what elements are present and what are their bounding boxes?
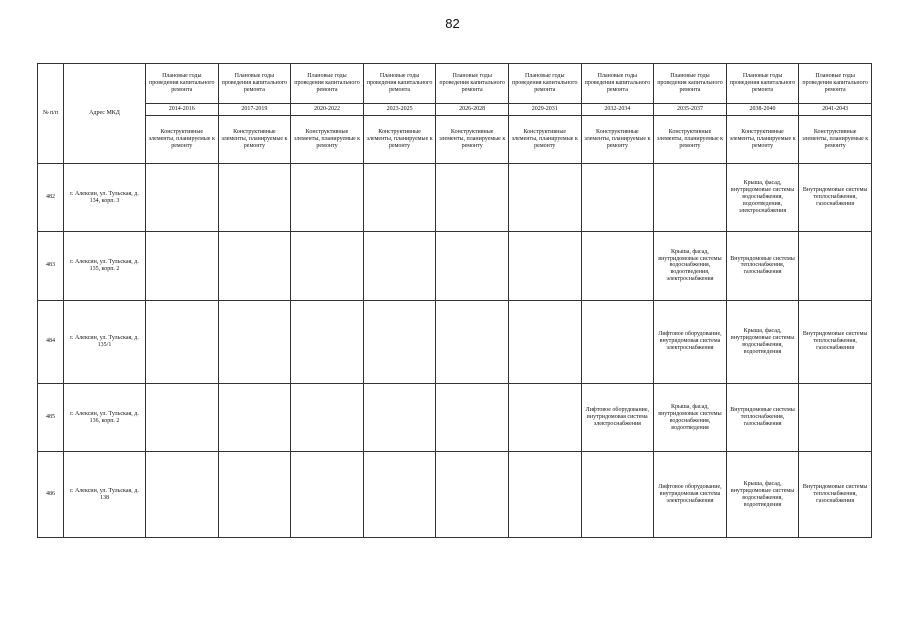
- work-cell: Крыша, фасад, внутридомовые системы водоснабжения, водоотведения, электроснабжения: [726, 164, 799, 232]
- header-elements: Конструктивные элементы, планируемые к ремонту: [581, 116, 654, 164]
- work-cell: [436, 300, 509, 384]
- table-body: [38, 164, 872, 538]
- work-cell: Внутридомовые системы теплоснабжения, газоснабжения: [726, 384, 799, 452]
- work-cell: [218, 384, 291, 452]
- header-row-elements: [38, 116, 872, 164]
- work-cell: [436, 232, 509, 300]
- work-cell: [218, 164, 291, 232]
- work-cell: [581, 300, 654, 384]
- work-cell: [218, 452, 291, 538]
- header-address: Адрес МКД: [64, 64, 146, 164]
- table-row: [38, 452, 872, 538]
- work-cell: [146, 452, 219, 538]
- work-cell: [799, 232, 872, 300]
- work-cell: Лифтовое оборудование, внутридомовая система электроснабжения: [581, 384, 654, 452]
- header-period: Плановые годы проведения капитального ремонта: [363, 64, 436, 104]
- work-cell: [146, 384, 219, 452]
- work-cell: [508, 384, 581, 452]
- header-years: 2038-2040: [726, 104, 799, 116]
- work-cell: [581, 164, 654, 232]
- work-cell: Внутридомовые системы теплоснабжения, газоснабжения: [799, 164, 872, 232]
- header-elements: Конструктивные элементы, планируемые к ремонту: [363, 116, 436, 164]
- header-elements: Конструктивные элементы, планируемые к ремонту: [654, 116, 727, 164]
- work-cell: Лифтовое оборудование, внутридомовая система электроснабжения: [654, 452, 727, 538]
- header-period: Плановые годы проведения капитального ремонта: [508, 64, 581, 104]
- row-address: г. Алексин, ул. Тульская, д. 134, корп. 3: [64, 164, 146, 232]
- header-years: 2035-2037: [654, 104, 727, 116]
- row-address: г. Алексин, ул. Тульская, д. 136, корп. 2: [64, 384, 146, 452]
- header-years: 2041-2043: [799, 104, 872, 116]
- work-cell: [291, 384, 364, 452]
- header-period: Плановые годы проведения капитального ремонта: [218, 64, 291, 104]
- header-period: Плановые годы проведения капитального ремонта: [291, 64, 364, 104]
- work-cell: Крыша, фасад, внутридомовые системы водоснабжения, водоотведения: [726, 300, 799, 384]
- work-cell: [363, 232, 436, 300]
- work-cell: [436, 452, 509, 538]
- header-elements: Конструктивные элементы, планируемые к ремонту: [218, 116, 291, 164]
- header-period: Плановые годы проведения капитального ремонта: [146, 64, 219, 104]
- work-cell: Внутридомовые системы теплоснабжения, газоснабжения: [726, 232, 799, 300]
- table-row: [38, 164, 872, 232]
- header-period: Плановые годы проведения капитального ремонта: [581, 64, 654, 104]
- header-period: Плановые годы проведения капитального ремонта: [726, 64, 799, 104]
- work-cell: [436, 384, 509, 452]
- table-row: [38, 384, 872, 452]
- row-number: 485: [38, 384, 64, 452]
- header-elements: Конструктивные элементы, планируемые к ремонту: [508, 116, 581, 164]
- work-cell: [218, 300, 291, 384]
- header-elements: Конструктивные элементы, планируемые к ремонту: [146, 116, 219, 164]
- work-cell: [508, 164, 581, 232]
- header-num: № п/п: [38, 64, 64, 164]
- work-cell: Крыша, фасад, внутридомовые системы водоснабжения, водоотведения: [654, 384, 727, 452]
- row-number: 484: [38, 300, 64, 384]
- row-address: г. Алексин, ул. Тульская, д. 135, корп. 2: [64, 232, 146, 300]
- row-address: г. Алексин, ул. Тульская, д. 138: [64, 452, 146, 538]
- header-row-years: [38, 104, 872, 116]
- header-years: 2023-2025: [363, 104, 436, 116]
- work-cell: Крыша, фасад, внутридомовые системы водоснабжения, водоотведения, электроснабжения: [654, 232, 727, 300]
- table-row: [38, 300, 872, 384]
- table-row: [38, 232, 872, 300]
- work-cell: [218, 232, 291, 300]
- header-years: 2017-2019: [218, 104, 291, 116]
- header-elements: Конструктивные элементы, планируемые к ремонту: [799, 116, 872, 164]
- work-cell: [799, 384, 872, 452]
- work-cell: [291, 452, 364, 538]
- row-number: 482: [38, 164, 64, 232]
- header-years: 2032-2034: [581, 104, 654, 116]
- work-cell: [363, 384, 436, 452]
- work-cell: [146, 164, 219, 232]
- work-cell: [581, 452, 654, 538]
- work-cell: [654, 164, 727, 232]
- work-cell: [146, 300, 219, 384]
- work-cell: [363, 452, 436, 538]
- work-cell: [508, 300, 581, 384]
- work-cell: Лифтовое оборудование, внутридомовая система электроснабжения: [654, 300, 727, 384]
- work-cell: Крыша, фасад, внутридомовые системы водоснабжения, водоотведения: [726, 452, 799, 538]
- work-cell: [508, 232, 581, 300]
- header-elements: Конструктивные элементы, планируемые к ремонту: [436, 116, 509, 164]
- work-cell: [146, 232, 219, 300]
- row-number: 483: [38, 232, 64, 300]
- work-cell: [508, 452, 581, 538]
- header-period: Плановые годы проведения капитального ремонта: [436, 64, 509, 104]
- header-years: 2029-2031: [508, 104, 581, 116]
- header-period: Плановые годы проведения капитального ремонта: [654, 64, 727, 104]
- header-years: 2014-2016: [146, 104, 219, 116]
- work-cell: [363, 164, 436, 232]
- page-number: 82: [445, 16, 460, 31]
- header-elements: Конструктивные элементы, планируемые к ремонту: [726, 116, 799, 164]
- repair-schedule-table: [37, 63, 872, 538]
- work-cell: [363, 300, 436, 384]
- work-cell: Внутридомовые системы теплоснабжения, газоснабжения: [799, 300, 872, 384]
- header-period: Плановые годы проведения капитального ремонта: [799, 64, 872, 104]
- work-cell: [291, 300, 364, 384]
- header-years: 2020-2022: [291, 104, 364, 116]
- row-address: г. Алексин, ул. Тульская, д. 135/1: [64, 300, 146, 384]
- header-years: 2026-2028: [436, 104, 509, 116]
- work-cell: Внутридомовые системы теплоснабжения, газоснабжения: [799, 452, 872, 538]
- work-cell: [581, 232, 654, 300]
- row-number: 486: [38, 452, 64, 538]
- work-cell: [436, 164, 509, 232]
- work-cell: [291, 164, 364, 232]
- header-row-period: [38, 64, 872, 104]
- header-elements: Конструктивные элементы, планируемые к ремонту: [291, 116, 364, 164]
- work-cell: [291, 232, 364, 300]
